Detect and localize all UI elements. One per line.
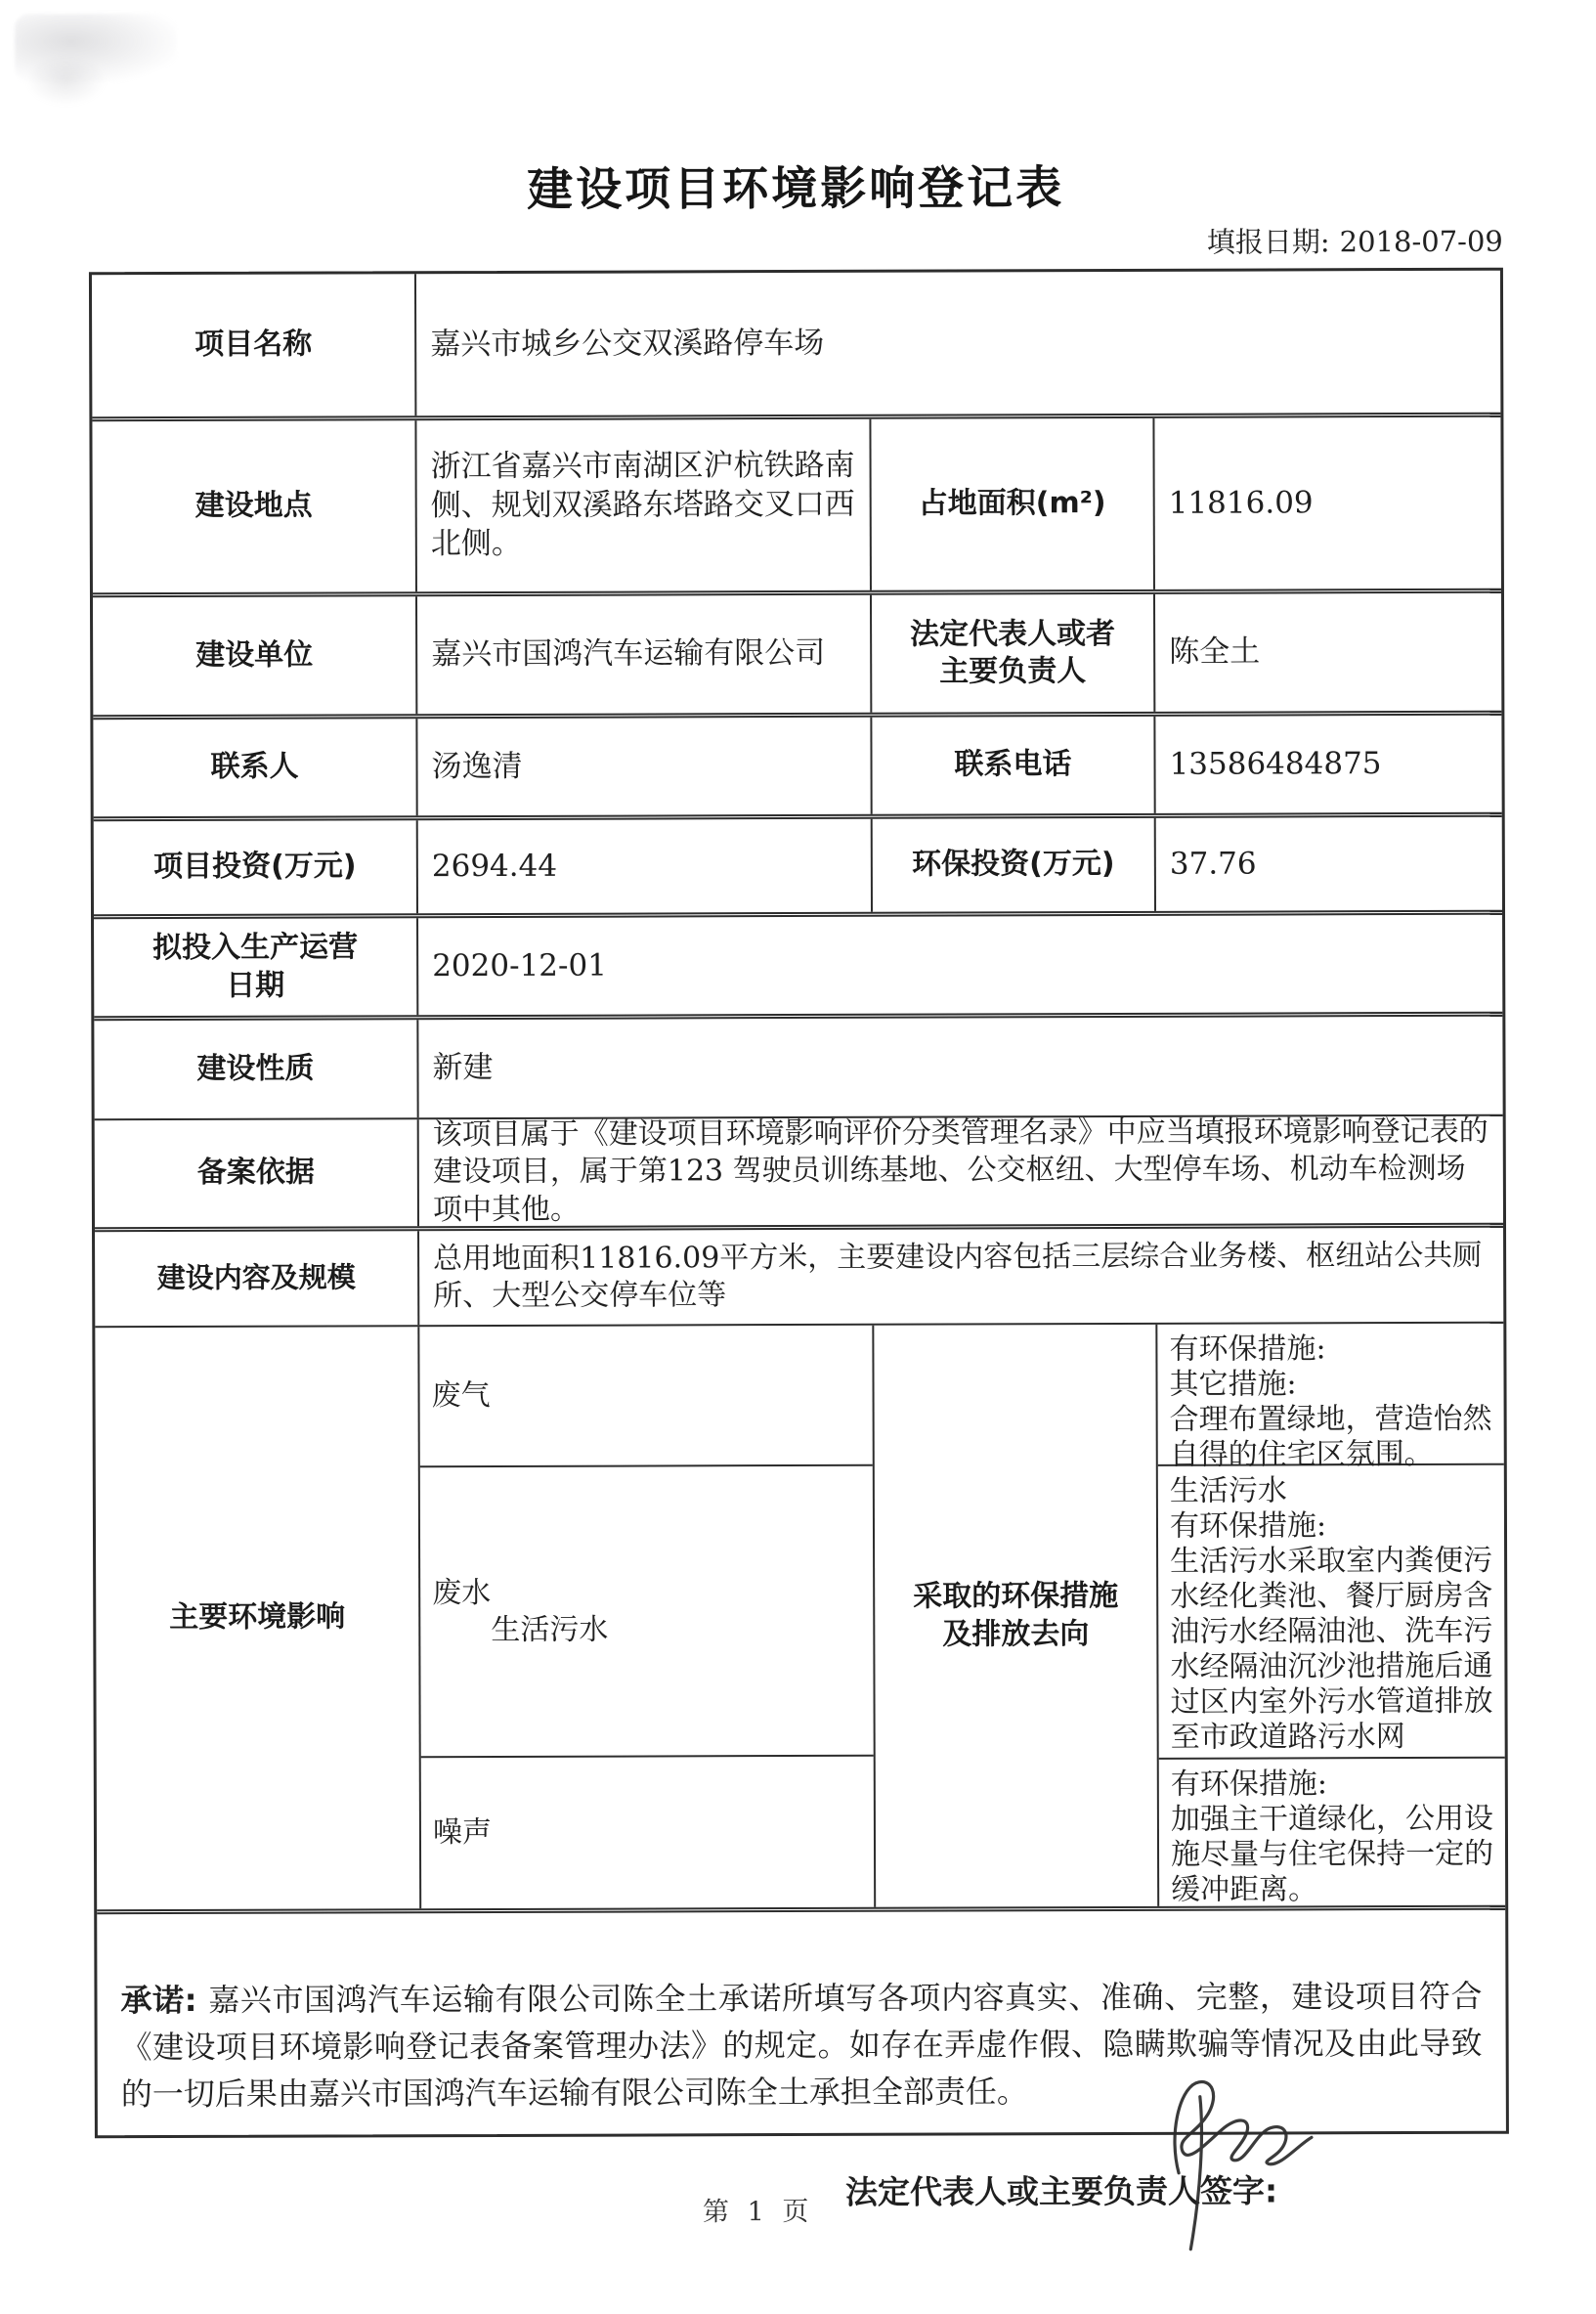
contact-person-value: 汤逸清 [417, 718, 872, 815]
legal-representative-label: 法定代表人或者 主要负责人 [872, 594, 1155, 713]
page-number: 第 1 页 [702, 2196, 814, 2228]
project-investment-value: 2694.44 [418, 819, 873, 913]
measure-waste-gas: 有环保措施: 其它措施: 合理布置绿地，营造怡然自得的住宅区氛围。 [1157, 1324, 1503, 1466]
legal-representative-value: 陈全土 [1169, 633, 1261, 670]
measure-waste-water: 生活污水 有环保措施: 生活污水采取室内粪便污水经化粪池、餐厅厨房含油污水经隔油池、洗车污水经隔油沉沙池措施后通过区内室外污水管道排放至市政道路污水网 [1158, 1465, 1505, 1760]
operation-date-label: 拟投入生产运营 日期 [94, 918, 418, 1016]
project-name-value: 嘉兴市城乡公交双溪路停车场 [430, 325, 825, 362]
contact-phone-value: 13586484875 [1169, 745, 1382, 782]
construction-nature-value: 新建 [432, 1050, 494, 1086]
measures-column-label: 采取的环保措施 及排放去向 [874, 1325, 1159, 1907]
commitment-cell [97, 1910, 1506, 2211]
measures-column [1157, 1324, 1505, 1906]
row-contact [93, 716, 1501, 822]
row-investment [94, 817, 1502, 920]
operation-date-value: 2020-12-01 [432, 947, 607, 983]
commitment-label: 承诺: [120, 1981, 209, 2020]
content-scale-value: 总用地面积11816.09平方米，主要建设内容包括三层综合业务楼、枢纽站公共厕所、大型公交停车位等 [433, 1238, 1483, 1314]
measure-noise: 有环保措施: 加强主干道绿化，公用设施尽量与住宅保持一定的缓冲距离。 [1170, 1767, 1494, 1907]
filing-basis-value: 该项目属于《建设项目环境影响评价分类管理名录》中应当填报环境影响登记表的建设项目，属于第123 驾驶员训练基地、公交枢纽、大型停车场、机动车检测场项中其他。 [432, 1113, 1488, 1227]
row-environmental-impact [95, 1324, 1505, 1915]
row-content-scale [95, 1228, 1503, 1329]
row-project-name [92, 271, 1500, 422]
fill-date [89, 220, 1503, 265]
land-area-value: 11816.09 [1168, 484, 1314, 521]
row-construction-unit [93, 593, 1501, 720]
row-filing-basis [95, 1113, 1503, 1233]
land-area-label: 占地面积(m²) [871, 418, 1155, 590]
contact-person-label: 联系人 [93, 719, 417, 816]
row-construction-nature [94, 1017, 1502, 1121]
page-title: 建设项目环境影响登记表 [527, 161, 1065, 217]
construction-unit-label: 建设单位 [93, 596, 417, 715]
row-commitment [97, 1910, 1506, 2211]
impact-items-column [419, 1326, 876, 1908]
fill-date-value: 2018-07-09 [1339, 224, 1503, 259]
impact-item-waste-water: 废水 生活污水 [420, 1466, 874, 1759]
impact-item-noise: 噪声 [432, 1815, 493, 1851]
fill-date-label: 填报日期: [1206, 225, 1330, 259]
registration-table [89, 268, 1509, 2211]
row-location [92, 417, 1501, 598]
construction-unit-value: 嘉兴市国鸿汽车运输有限公司 [417, 595, 872, 714]
env-investment-label: 环保投资(万元) [873, 818, 1156, 912]
impact-item-waste-gas: 废气 [419, 1326, 872, 1467]
project-investment-label: 项目投资(万元) [94, 820, 418, 914]
location-value: 浙江省嘉兴市南湖区沪杭铁路南侧、规划双溪路东塔路交叉口西北侧。 [416, 419, 872, 591]
env-investment-value: 37.76 [1169, 846, 1257, 882]
location-label: 建设地点 [92, 420, 417, 592]
filing-basis-label: 备案依据 [95, 1119, 419, 1227]
commitment-text: 嘉兴市国鸿汽车运输有限公司陈全土承诺所填写各项内容真实、准确、完整，建设项目符合《建设项目环境影响登记表备案管理办法》的规定。如存在弄虚作假、隐瞒欺骗等情况及由此导致的一切后果由嘉兴市国鸿汽车运输有限公司陈全土承担全部责任。 [120, 1977, 1483, 2114]
environmental-impact-label: 主要环境影响 [95, 1327, 421, 1909]
row-operation-date [94, 915, 1502, 1022]
scan-artifact [26, 56, 105, 105]
handwritten-signature [1155, 2067, 1361, 2263]
contact-phone-label: 联系电话 [872, 717, 1155, 814]
construction-nature-label: 建设性质 [94, 1020, 418, 1118]
project-name-label: 项目名称 [92, 274, 416, 416]
content-scale-label: 建设内容及规模 [95, 1231, 419, 1326]
signature-label: 法定代表人或主要负责人签字: [844, 2170, 1278, 2211]
